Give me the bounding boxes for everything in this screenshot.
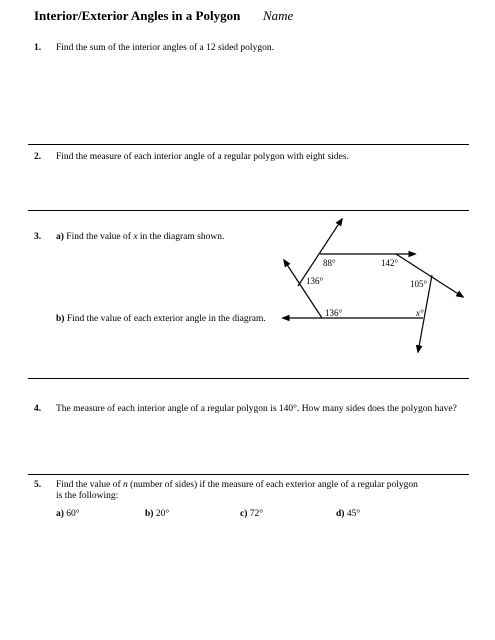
- option-c-value: 72°: [249, 509, 264, 519]
- question-5-variable: n: [123, 480, 128, 490]
- question-3a-label: a): [56, 232, 64, 242]
- question-5-option-d: [336, 509, 360, 519]
- angle-label-136-bottom: 136°: [325, 308, 343, 318]
- question-1-number: 1.: [34, 43, 42, 53]
- question-5-option-a: [56, 509, 80, 519]
- question-5-text-before: Find the value of: [56, 480, 124, 490]
- angle-label-x: x°: [416, 308, 424, 318]
- option-a-label: a): [56, 509, 64, 519]
- divider-3: [28, 378, 469, 379]
- question-4-number: 4.: [34, 404, 42, 414]
- question-3a-text-before: Find the value of: [66, 232, 134, 242]
- question-5-option-c: [240, 509, 263, 519]
- question-5-text-line2: is the following:: [56, 491, 119, 501]
- option-a-value: 60°: [66, 509, 80, 519]
- angle-label-142: 142°: [381, 258, 399, 268]
- question-5-option-b: [145, 509, 169, 519]
- question-4-text: The measure of each interior angle of a regular polygon is 140°. How many sides does the polygon have?: [56, 404, 457, 414]
- option-c-label: c): [240, 509, 248, 519]
- name-label: Name: [263, 8, 294, 23]
- option-d-label: d): [336, 509, 345, 519]
- worksheet-title: Interior/Exterior Angles in a Polygon: [34, 8, 241, 23]
- question-2-number: 2.: [34, 152, 42, 162]
- question-2-text: Find the measure of each interior angle of a regular polygon with eight sides.: [56, 152, 349, 162]
- option-d-value: 45°: [346, 509, 361, 519]
- question-5-text-after: (number of sides) if the measure of each exterior angle of a regular polygon: [127, 480, 418, 490]
- question-3a-text-after: in the diagram shown.: [137, 232, 225, 242]
- question-3a-variable: x: [133, 232, 138, 242]
- question-5-number: 5.: [34, 480, 42, 490]
- question-5-text: [56, 480, 418, 490]
- question-3-number: 3.: [34, 232, 42, 242]
- angle-label-136-left: 136°: [306, 276, 324, 286]
- question-3b-label: b): [56, 314, 65, 324]
- question-1-text: Find the sum of the interior angles of a 12 sided polygon.: [56, 43, 274, 53]
- question-3b-text: Find the value of each exterior angle in the diagram.: [66, 314, 266, 324]
- option-b-value: 20°: [155, 509, 170, 519]
- angle-label-88: 88°: [323, 258, 336, 268]
- diagram-line-lower-left: [284, 260, 322, 318]
- angle-label-105: 105°: [410, 279, 428, 289]
- divider-4: [28, 474, 469, 475]
- option-b-label: b): [145, 509, 154, 519]
